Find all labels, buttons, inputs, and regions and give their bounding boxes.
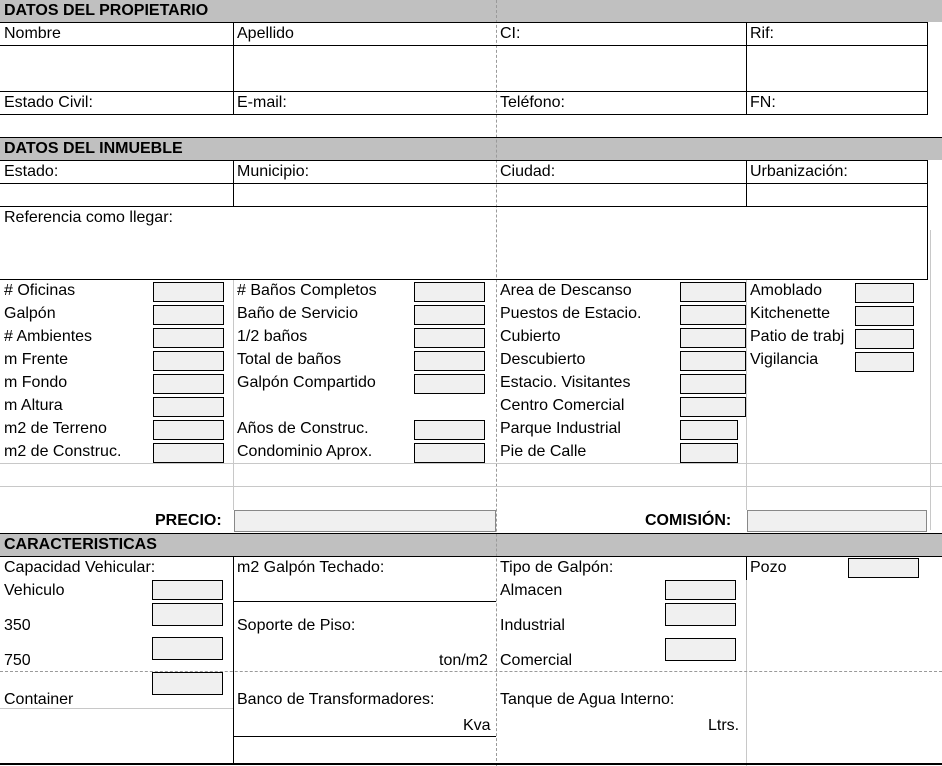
m-fondo-input[interactable] — [153, 374, 224, 394]
label-banco: Banco de Transformadores: — [237, 691, 435, 708]
rule — [233, 556, 234, 764]
label-total-banos: Total de baños — [237, 351, 342, 368]
label-precio: PRECIO: — [155, 512, 222, 529]
dashed-rule — [0, 671, 942, 672]
label-estado: Estado: — [4, 163, 59, 180]
label-tanque: Tanque de Agua Interno: — [500, 691, 675, 708]
label-tipo-galpon: Tipo de Galpón: — [500, 559, 614, 576]
m-frente-input[interactable] — [153, 351, 224, 371]
m2-terreno-input[interactable] — [153, 420, 224, 440]
label-ciudad: Ciudad: — [500, 163, 556, 180]
label-galpon: Galpón — [4, 305, 56, 322]
label-bano-servicio: Baño de Servicio — [237, 305, 358, 322]
almacen-input[interactable] — [665, 580, 736, 600]
label-amoblado: Amoblado — [750, 282, 823, 299]
label-patio-trabajo: Patio de trabj — [750, 328, 845, 345]
label-municipio: Municipio: — [237, 163, 310, 180]
estacio-visitantes-input[interactable] — [680, 374, 746, 394]
gridline — [0, 463, 942, 464]
descubierto-input[interactable] — [680, 351, 746, 371]
label-fn: FN: — [750, 94, 776, 111]
pie-calle-input[interactable] — [680, 443, 738, 463]
label-puestos-estacio: Puestos de Estacio. — [500, 305, 642, 322]
label-vehiculo: Vehiculo — [4, 582, 65, 599]
label-m2-terreno: m2 de Terreno — [4, 420, 107, 437]
m2-construc-input[interactable] — [153, 443, 224, 463]
label-comercial: Comercial — [500, 652, 573, 669]
label-350: 350 — [4, 617, 31, 634]
label-ci: CI: — [500, 25, 521, 42]
puestos-estacio-input[interactable] — [680, 305, 746, 325]
v750-input[interactable] — [152, 637, 223, 660]
features-title: CARACTERISTICAS — [4, 536, 157, 553]
label-almacen: Almacen — [500, 582, 563, 599]
rule — [0, 279, 928, 280]
rule — [0, 556, 942, 557]
m-altura-input[interactable] — [153, 397, 224, 417]
container-input[interactable] — [152, 672, 223, 695]
pozo-input[interactable] — [848, 558, 919, 578]
label-medio-bano: 1/2 baños — [237, 328, 308, 345]
label-centro-comercial: Centro Comercial — [500, 397, 625, 414]
label-pozo: Pozo — [750, 559, 787, 576]
rule — [746, 160, 747, 206]
industrial-input[interactable] — [665, 603, 736, 626]
label-ltrs: Ltrs. — [708, 717, 740, 734]
label-container: Container — [4, 691, 74, 708]
label-galpon-compartido: Galpón Compartido — [237, 374, 376, 391]
label-industrial: Industrial — [500, 617, 565, 634]
precio-input[interactable] — [234, 510, 496, 532]
rule — [0, 114, 928, 115]
label-referencia: Referencia como llegar: — [4, 209, 173, 226]
kitchenette-input[interactable] — [855, 306, 914, 326]
rule — [233, 601, 496, 602]
label-oficinas: # Oficinas — [4, 282, 76, 299]
rule — [0, 45, 928, 46]
bottom-rule — [0, 763, 942, 765]
label-m2-galpon: m2 Galpón Techado: — [237, 559, 385, 576]
rule — [0, 22, 928, 23]
rule — [0, 91, 928, 92]
label-soporte: Soporte de Piso: — [237, 617, 356, 634]
rule — [233, 736, 496, 737]
vigilancia-input[interactable] — [855, 352, 914, 372]
rule — [0, 183, 928, 184]
label-urbanizacion: Urbanización: — [750, 163, 848, 180]
label-condominio: Condominio Aprox. — [237, 443, 373, 460]
gridline — [930, 230, 931, 530]
bano-servicio-input[interactable] — [414, 305, 485, 325]
galpon-compartido-input[interactable] — [414, 374, 485, 394]
gridline — [233, 280, 234, 510]
label-area-descanso: Area de Descanso — [500, 282, 632, 299]
label-comision: COMISIÓN: — [645, 512, 732, 529]
patio-trabajo-input[interactable] — [855, 329, 914, 349]
area-descanso-input[interactable] — [680, 282, 746, 302]
label-kitchenette: Kitchenette — [750, 305, 831, 322]
gridline — [0, 486, 942, 487]
comision-input[interactable] — [747, 510, 927, 532]
medio-bano-input[interactable] — [414, 328, 485, 348]
banos-completos-input[interactable] — [414, 282, 485, 302]
label-anos-construc: Años de Construc. — [237, 420, 369, 437]
label-banos-completos: # Baños Completos — [237, 282, 377, 299]
label-ambientes: # Ambientes — [4, 328, 93, 345]
label-vigilancia: Vigilancia — [750, 351, 819, 368]
amoblado-input[interactable] — [855, 283, 914, 303]
rule — [927, 160, 928, 280]
rule — [233, 160, 234, 206]
cubierto-input[interactable] — [680, 328, 746, 348]
label-email: E-mail: — [237, 94, 287, 111]
label-descubierto: Descubierto — [500, 351, 586, 368]
label-pie-calle: Pie de Calle — [500, 443, 587, 460]
rule — [746, 556, 747, 580]
centro-comercial-input[interactable] — [680, 397, 746, 417]
label-apellido: Apellido — [237, 25, 294, 42]
ambientes-input[interactable] — [153, 328, 224, 348]
rule — [233, 22, 234, 114]
vehiculo-input[interactable] — [152, 580, 223, 600]
label-ton-m2: ton/m2 — [439, 652, 488, 669]
anos-construc-input[interactable] — [414, 420, 485, 440]
label-estacio-visitantes: Estacio. Visitantes — [500, 374, 631, 391]
label-m2-construc: m2 de Construc. — [4, 443, 122, 460]
galpon-input[interactable] — [153, 305, 224, 325]
parque-industrial-input[interactable] — [680, 420, 738, 440]
condominio-input[interactable] — [414, 443, 485, 463]
label-estado-civil: Estado Civil: — [4, 94, 93, 111]
rule — [0, 533, 942, 534]
comercial-input[interactable] — [665, 638, 736, 661]
rule — [0, 160, 928, 161]
gridline — [746, 580, 747, 766]
label-capacidad: Capacidad Vehicular: — [4, 559, 156, 576]
oficinas-input[interactable] — [153, 282, 224, 302]
rule — [0, 137, 942, 138]
v350-input[interactable] — [152, 603, 223, 626]
label-750: 750 — [4, 652, 31, 669]
rule — [0, 206, 928, 207]
label-cubierto: Cubierto — [500, 328, 561, 345]
gridline — [746, 280, 747, 510]
property-title: DATOS DEL INMUEBLE — [4, 140, 183, 157]
label-rif: Rif: — [750, 25, 774, 42]
rule — [746, 22, 747, 114]
label-m-altura: m Altura — [4, 397, 63, 414]
label-nombre: Nombre — [4, 25, 61, 42]
total-banos-input[interactable] — [414, 351, 485, 371]
label-m-fondo: m Fondo — [4, 374, 68, 391]
label-m-frente: m Frente — [4, 351, 69, 368]
label-telefono: Teléfono: — [500, 94, 565, 111]
rule — [927, 22, 928, 114]
label-kva: Kva — [463, 717, 491, 734]
owner-title: DATOS DEL PROPIETARIO — [4, 2, 209, 19]
label-parque-industrial: Parque Industrial — [500, 420, 621, 437]
